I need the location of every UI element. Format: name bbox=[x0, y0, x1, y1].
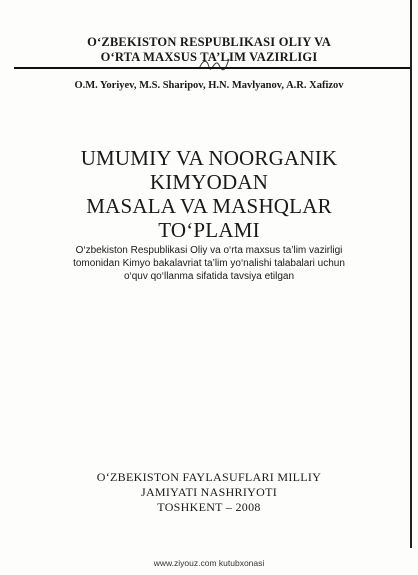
publisher-city-year: TOSHKENT – 2008 bbox=[157, 500, 261, 514]
publisher-line-2: JAMIYATI NASHRIYOTI bbox=[140, 485, 278, 499]
book-title-line-3: MASALA VA MASHQLAR bbox=[86, 194, 332, 218]
source-watermark: www.ziyouz.com kutubxonasi bbox=[153, 558, 265, 568]
handwritten-mark-icon bbox=[197, 55, 231, 73]
publisher-line-1: O‘ZBEKISTON FAYLASUFLARI MILLIY bbox=[96, 470, 322, 484]
book-title-line-1: UMUMIY VA NOORGANIK bbox=[80, 146, 338, 170]
recommendation-line-3: o‘quv qo‘llanma sifatida tavsiya etilgan bbox=[123, 271, 295, 282]
header-divider bbox=[14, 67, 410, 69]
authors: O.M. Yoriyev, M.S. Sharipov, H.N. Mavlyanov, A.R. Xafizov bbox=[74, 80, 344, 91]
book-title-line-2: KIMYODAN bbox=[149, 170, 269, 194]
ministry-line-1: O‘ZBEKISTON RESPUBLIKASI OLIY VA bbox=[87, 35, 331, 49]
recommendation-line-2: tomonidan Kimyo bakalavriat ta’lim yo‘nalishi talabalari uchun bbox=[73, 258, 345, 269]
ministry-line-2: O‘RTA MAXSUS TA’LIM VAZIRLIGI bbox=[100, 50, 318, 64]
recommendation-line-1: O‘zbekiston Respublikasi Oliy va o‘rta maxsus ta’lim vazirligi bbox=[75, 245, 343, 256]
book-title-line-4: TO‘PLAMI bbox=[158, 218, 260, 242]
